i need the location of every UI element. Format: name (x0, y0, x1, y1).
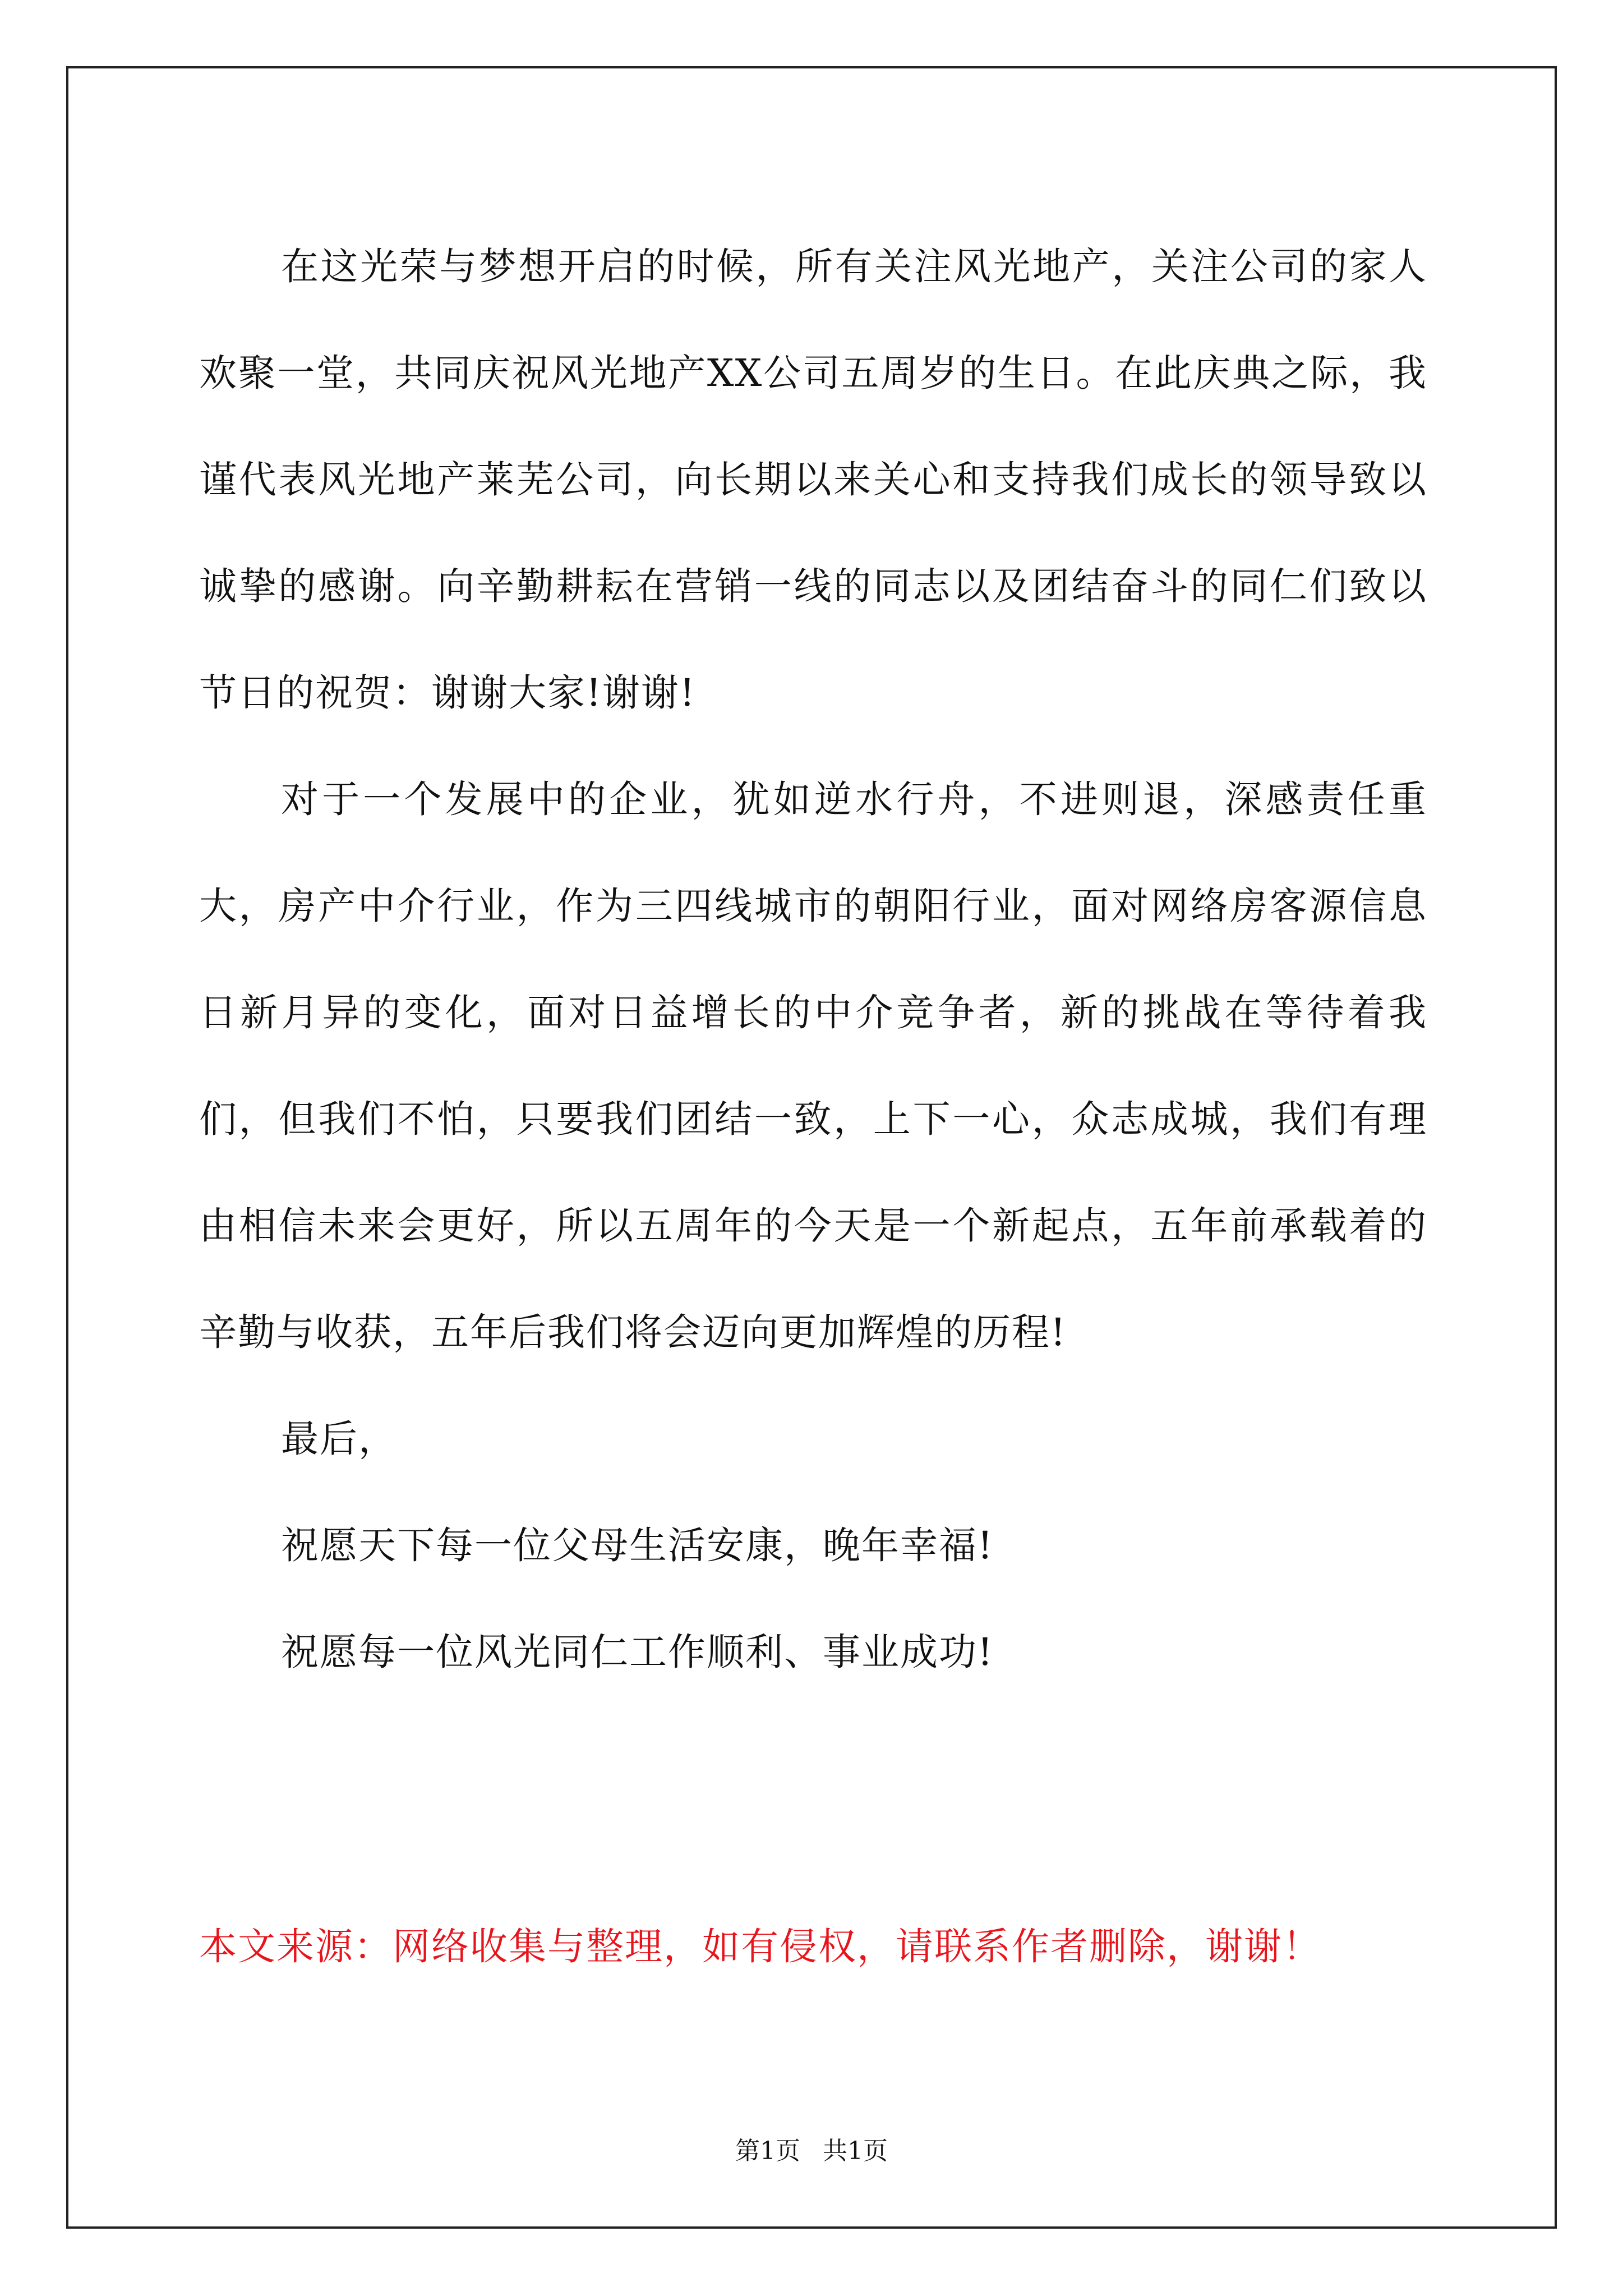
paragraph-wish-colleagues: 祝愿每一位风光同仁工作顺利、事业成功! (281, 1630, 994, 1674)
paragraph-finally: 最后， (281, 1417, 397, 1461)
document-body (199, 213, 1427, 1705)
source-note: 本文来源：网络收集与整理，如有侵权，请联系作者删除，谢谢！ (199, 1925, 1321, 1968)
paragraph-wish-parents: 祝愿天下每一位父母生活安康，晚年幸福! (281, 1524, 994, 1567)
paragraph-development: 对于一个发展中的企业，犹如逆水行舟，不进则退，深感责任重大，房产中介行业，作为三四线城市的朝阳行业，面对网络房客源信息日新月异的变化，面对日益增长的中介竞争者，新的挑战在等待着我们，但我们不怕，只要我们团结一致，上下一心，众志成城，我们有理由相信未来会更好，所以五周年的今天是一个新起点，五年前承载着的辛勤与收获，五年后我们将会迈向更加辉煌的历程! (199, 777, 1427, 1354)
paragraph-opening: 在这光荣与梦想开启的时候，所有关注风光地产，关注公司的家人欢聚一堂，共同庆祝风光地产XX公司五周岁的生日。在此庆典之际，我谨代表风光地产莱芜公司，向长期以来关心和支持我们成长的领导致以诚挚的感谢。向辛勤耕耘在营销一线的同志以及团结奋斗的同仁们致以节日的祝贺：谢谢大家!谢谢! (199, 245, 1427, 715)
page-total: 共1页 (823, 2137, 888, 2165)
page-number: 第1页 (735, 2137, 800, 2165)
page-footer (0, 2134, 1623, 2168)
